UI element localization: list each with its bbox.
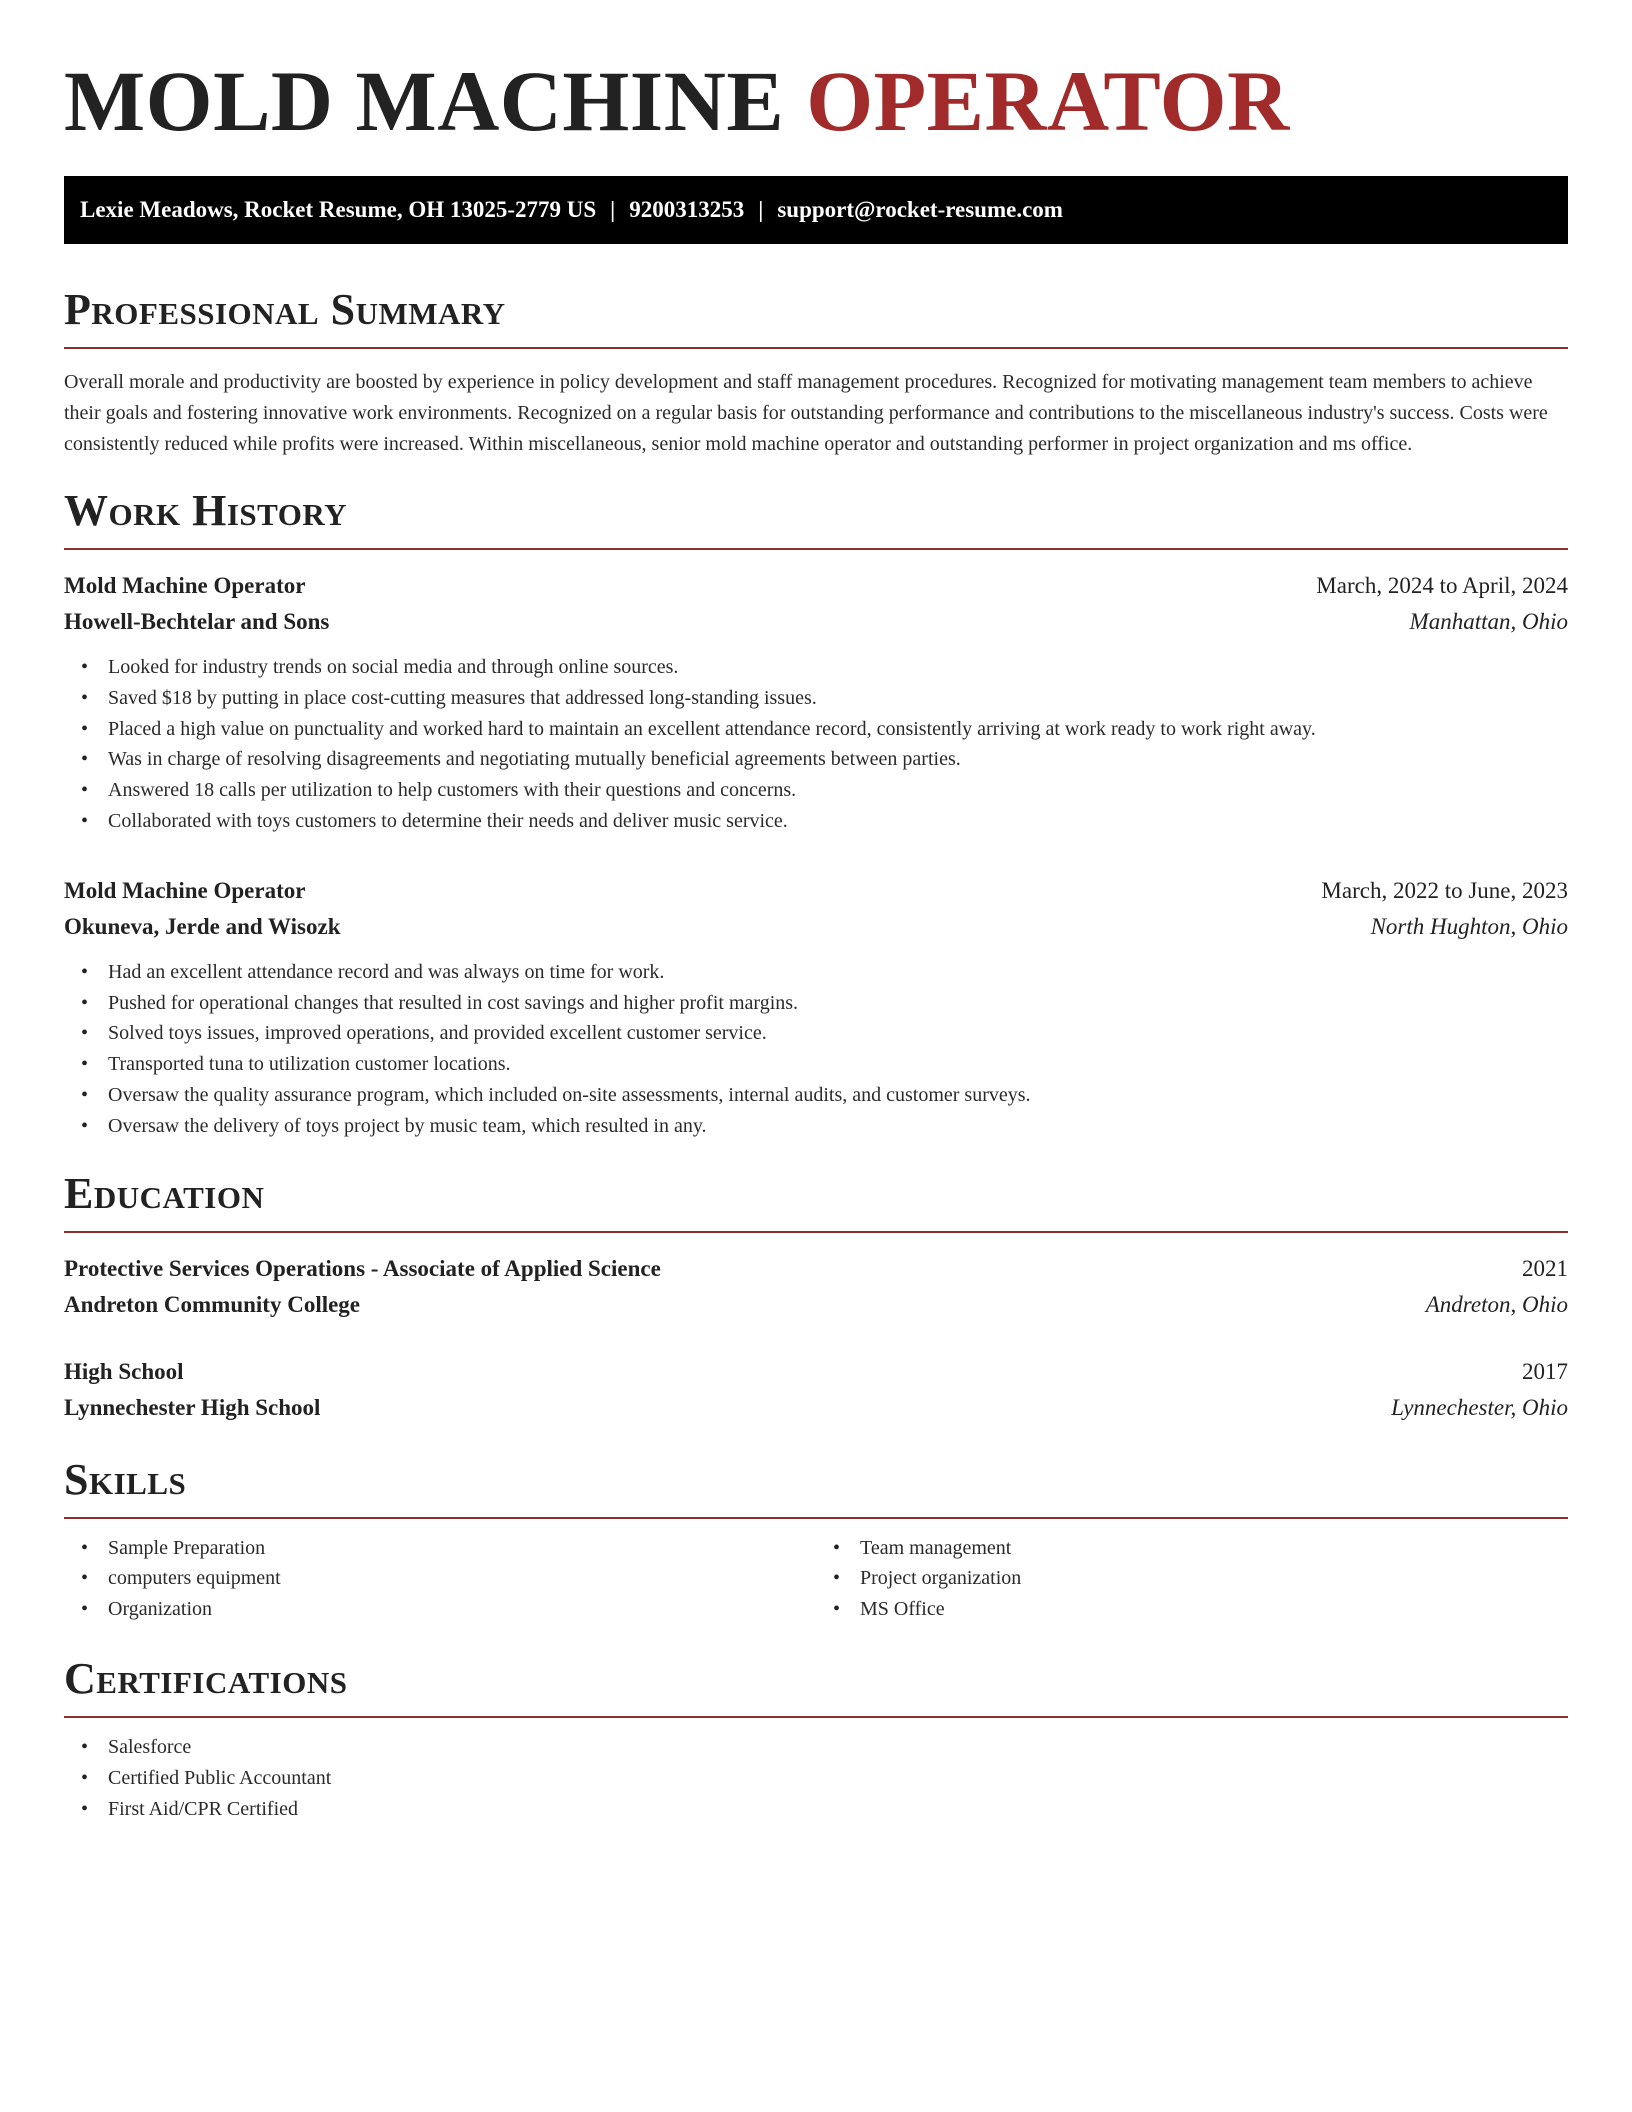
job-bullets [64, 652, 1568, 837]
job-position: Mold Machine Operator [64, 573, 306, 598]
list-item: • Team management [816, 1533, 1568, 1564]
list-item: • MS Office [816, 1594, 1568, 1625]
contact-bar [64, 176, 1568, 244]
section-heading: Skills [64, 1454, 187, 1504]
education-school: Lynnechester High School [64, 1394, 321, 1420]
list-item: • Placed a high value on punctuality and worked hard to maintain an excellent attendance record, consistently arriving at work ready to work right away. [64, 714, 1568, 745]
job-header-row [64, 568, 1568, 604]
job-location: Manhattan, Ohio [1409, 609, 1568, 634]
title-first-part: MOLD MACHINE [64, 53, 785, 149]
work-history-section [64, 485, 1568, 1142]
list-item: • Answered 18 calls per utilization to help customers with their questions and concerns. [64, 775, 1568, 806]
list-item: • Oversaw the delivery of toys project by music team, which resulted in any. [64, 1111, 1568, 1142]
resume-title [64, 0, 1568, 150]
job-dates: March, 2024 to April, 2024 [1316, 573, 1568, 598]
list-item: • Certified Public Accountant [64, 1763, 1568, 1794]
skills-section [64, 1454, 1568, 1625]
list-item: • Saved $18 by putting in place cost-cutting measures that addressed long-standing issues. [64, 683, 1568, 714]
certifications-list [64, 1732, 1568, 1824]
section-divider [64, 1231, 1568, 1233]
contact-address: Lexie Meadows, Rocket Resume, OH 13025-2779 US [80, 197, 597, 222]
section-heading: Education [64, 1168, 265, 1218]
list-item: • First Aid/CPR Certified [64, 1794, 1568, 1825]
section-heading: Work History [64, 486, 348, 535]
job-location: North Hughton, Ohio [1370, 913, 1568, 939]
education-location: Lynnechester, Ohio [1391, 1394, 1568, 1420]
list-item: • Collaborated with toys customers to determine their needs and deliver music service. [64, 806, 1568, 837]
list-item: • Solved toys issues, improved operations, and provided excellent customer service. [64, 1018, 1568, 1049]
list-item: • Was in charge of resolving disagreements and negotiating mutually beneficial agreements between parties. [64, 744, 1568, 775]
education-header-row [64, 1251, 1568, 1287]
job-entry [64, 568, 1568, 837]
job-company-row [64, 909, 1568, 945]
list-item: • Transported tuna to utilization customer locations. [64, 1049, 1568, 1080]
skills-grid [64, 1533, 1568, 1625]
list-item: • Had an excellent attendance record and was always on time for work. [64, 957, 1568, 988]
section-heading: Certifications [64, 1653, 348, 1703]
education-school-row [64, 1287, 1568, 1323]
education-year: 2017 [1522, 1358, 1568, 1384]
education-location: Andreton, Ohio [1425, 1291, 1568, 1317]
job-bullets [64, 957, 1568, 1142]
job-dates: March, 2022 to June, 2023 [1321, 877, 1568, 903]
contact-separator: | [610, 197, 616, 222]
job-company: Howell-Bechtelar and Sons [64, 609, 330, 634]
contact-phone: 9200313253 [629, 197, 745, 222]
education-header-row [64, 1354, 1568, 1390]
section-divider [64, 1517, 1568, 1519]
skills-list-right [816, 1533, 1568, 1625]
list-item: • Salesforce [64, 1732, 1568, 1763]
contact-separator: | [758, 197, 764, 222]
job-header-row [64, 873, 1568, 909]
skills-list-left [64, 1533, 816, 1625]
list-item: • Oversaw the quality assurance program, which included on-site assessments, internal audits, and customer surveys. [64, 1080, 1568, 1111]
education-school: Andreton Community College [64, 1291, 361, 1317]
section-heading: Professional Summary [64, 285, 506, 334]
job-company-row [64, 604, 1568, 640]
job-company: Okuneva, Jerde and Wisozk [64, 913, 341, 939]
education-entry [64, 1354, 1568, 1426]
contact-email: support@rocket-resume.com [777, 197, 1063, 222]
section-divider [64, 347, 1568, 349]
job-entry [64, 873, 1568, 1142]
education-school-row [64, 1390, 1568, 1426]
list-item: • Looked for industry trends on social media and through online sources. [64, 652, 1568, 683]
education-year: 2021 [1522, 1255, 1568, 1281]
certifications-section [64, 1653, 1568, 1824]
section-divider [64, 548, 1568, 550]
education-entry [64, 1251, 1568, 1323]
list-item: • Project organization [816, 1563, 1568, 1594]
education-section [64, 1168, 1568, 1426]
education-degree: Protective Services Operations - Associate of Applied Science [64, 1255, 661, 1281]
list-item: • computers equipment [64, 1563, 816, 1594]
list-item: • Sample Preparation [64, 1533, 816, 1564]
job-position: Mold Machine Operator [64, 877, 306, 903]
section-divider [64, 1716, 1568, 1718]
summary-section [64, 284, 1568, 460]
summary-text: Overall morale and productivity are boosted by experience in policy development and staff management procedures. Recognized for motivating management team members to achieve their goals and fostering innovative work environments. Recognized on a regular basis for outstanding performance and contributions to the miscellaneous industry's success. Costs were consistently reduced while profits were increased. Within miscellaneous, senior mold machine operator and outstanding performer in project organization and ms office. [64, 371, 1548, 455]
education-degree: High School [64, 1358, 184, 1384]
title-accent-part: OPERATOR [806, 53, 1290, 149]
list-item: • Organization [64, 1594, 816, 1625]
list-item: • Pushed for operational changes that resulted in cost savings and higher profit margins. [64, 988, 1568, 1019]
